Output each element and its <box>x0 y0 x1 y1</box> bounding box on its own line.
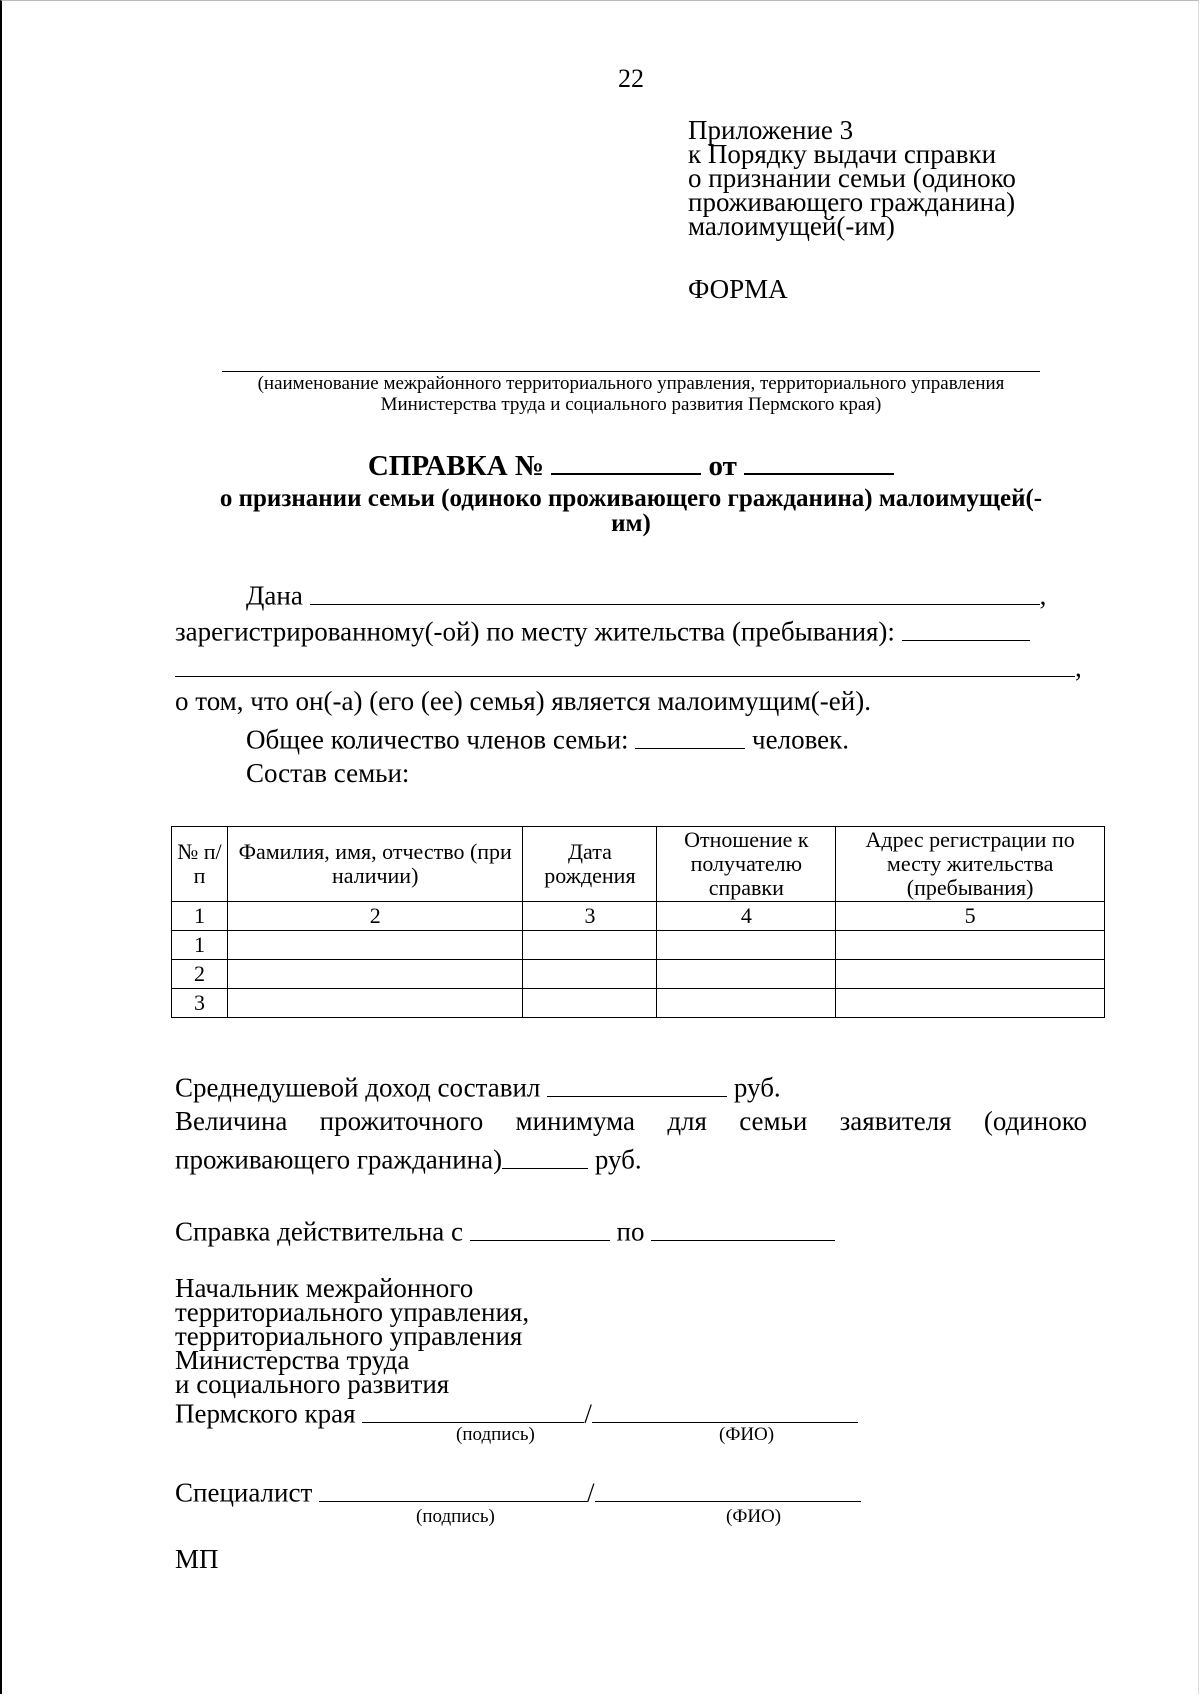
column-number: 5 <box>836 902 1105 931</box>
subsistence-word: семьи <box>739 1106 808 1136</box>
appendix-line: Приложение 3 <box>688 115 854 145</box>
table-cell <box>523 960 657 989</box>
column-header: Адрес регистрации по месту жительства (пребывания) <box>836 827 1105 902</box>
table-cell <box>523 931 657 960</box>
valid-to-blank <box>651 1214 835 1241</box>
column-header: Дата рождения <box>523 827 657 902</box>
subsistence-blank <box>502 1142 588 1169</box>
column-header: Фамилия, имя, отчество (при наличии) <box>227 827 523 902</box>
table-cell <box>227 989 523 1018</box>
comma: , <box>1075 652 1082 683</box>
subsistence-line <box>175 1106 1087 1137</box>
specialist-label: Специалист <box>175 1477 313 1508</box>
stamp-place-label: МП <box>175 1544 219 1574</box>
issued-to-label: Дана <box>246 580 303 611</box>
column-number: 2 <box>227 902 523 931</box>
table-cell <box>657 960 836 989</box>
document-subtitle: о признании семьи (одиноко проживающего гражданина) малоимущей(-им) <box>219 485 1043 537</box>
address-blank <box>902 614 1030 641</box>
subsistence-continuation: проживающего гражданина) <box>175 1144 503 1175</box>
organization-name-line <box>222 371 1040 372</box>
table-cell <box>836 989 1105 1018</box>
column-number: 4 <box>657 902 836 931</box>
column-number-row <box>172 902 1105 931</box>
column-header: № п/п <box>172 827 228 902</box>
title-from: от <box>708 450 737 482</box>
average-income-blank <box>547 1070 727 1097</box>
appendix-line: к Порядку выдачи справки <box>688 139 997 169</box>
page-number: 22 <box>618 64 644 93</box>
currency-label: руб. <box>733 1072 781 1103</box>
head-title-line: Министерства труда <box>175 1345 410 1375</box>
appendix-line: о признании семьи (одиноко <box>688 163 1016 193</box>
head-title-line: Начальник межрайонного <box>175 1273 474 1303</box>
head-signature-blank <box>362 1396 584 1423</box>
head-title-line: территориального управления <box>175 1321 523 1351</box>
specialist-name-blank <box>595 1475 861 1502</box>
registered-label: зарегистрированному(-ой) по месту жительства (пребывания): <box>175 616 895 647</box>
members-count-line <box>246 722 849 756</box>
column-number: 1 <box>172 902 228 931</box>
title-prefix: СПРАВКА № <box>367 450 545 482</box>
comma: , <box>1039 580 1047 611</box>
slash: / <box>584 1398 592 1429</box>
registered-line <box>175 614 1030 648</box>
table-cell <box>836 960 1105 989</box>
family-composition-table <box>171 826 1105 1018</box>
head-name-caption: (ФИО) <box>719 1424 775 1445</box>
column-number: 3 <box>523 902 657 931</box>
average-income-label: Среднедушевой доход составил <box>175 1072 541 1103</box>
organization-caption: (наименование межрайонного территориального управления, территориального управления Министерства труда и социального развития Пермского края) <box>257 373 1005 415</box>
appendix-line: малоимущей(-им) <box>688 211 895 241</box>
table-cell <box>657 989 836 1018</box>
document-title <box>0 444 1200 483</box>
address-continuation-line <box>175 650 1082 684</box>
validity-label: Справка действительна с <box>175 1216 464 1247</box>
appendix-block <box>688 115 1016 241</box>
specialist-line <box>175 1475 861 1509</box>
issued-to-line <box>246 578 1046 612</box>
valid-from-blank <box>470 1214 610 1241</box>
composition-label: Состав семьи: <box>246 758 410 788</box>
subsistence-word: Величина <box>175 1106 288 1136</box>
table-cell <box>227 931 523 960</box>
head-name-blank <box>592 1396 858 1423</box>
specialist-signature-blank <box>319 1475 587 1502</box>
members-count-label: Общее количество членов семьи: <box>246 724 629 755</box>
head-title-line: территориального управления, <box>175 1297 530 1327</box>
table-cell <box>836 931 1105 960</box>
address-blank-continued <box>175 650 1075 677</box>
table-cell: 1 <box>172 931 228 960</box>
members-count-blank <box>635 722 745 749</box>
table-row <box>172 931 1105 960</box>
table-cell <box>523 989 657 1018</box>
table-cell <box>227 960 523 989</box>
head-title-line-last <box>175 1396 858 1429</box>
form-label: ФОРМА <box>688 274 788 304</box>
members-count-suffix: человек. <box>752 724 850 755</box>
head-title-line: Пермского края <box>175 1398 356 1429</box>
subsistence-word: заявителя <box>839 1106 952 1136</box>
subsistence-word: (одиноко <box>983 1106 1087 1136</box>
specialist-name-caption: (ФИО) <box>726 1506 782 1527</box>
head-signature-block <box>175 1273 858 1429</box>
low-income-statement: о том, что он(-а) (его (ее) семья) является малоимущим(-ей). <box>175 686 871 716</box>
subsistence-word: минимума <box>515 1106 636 1136</box>
table-cell: 3 <box>172 989 228 1018</box>
certificate-number-blank <box>551 444 701 475</box>
recipient-name-blank <box>310 578 1040 605</box>
table-header-row <box>172 827 1105 902</box>
subsistence-word: прожиточного <box>319 1106 484 1136</box>
table-cell <box>657 931 836 960</box>
currency-label: руб. <box>594 1144 642 1175</box>
specialist-signature-caption: (подпись) <box>416 1506 495 1527</box>
subsistence-line-2 <box>175 1142 642 1176</box>
table-row <box>172 989 1105 1018</box>
table-row <box>172 960 1105 989</box>
column-header: Отношение к получателю справки <box>657 827 836 902</box>
validity-to-label: по <box>616 1216 645 1247</box>
slash: / <box>587 1477 595 1508</box>
head-signature-caption: (подпись) <box>456 1424 535 1445</box>
certificate-date-blank <box>744 444 894 475</box>
average-income-line <box>175 1070 781 1104</box>
validity-line <box>175 1214 835 1248</box>
table-cell: 2 <box>172 960 228 989</box>
appendix-line: проживающего гражданина) <box>688 187 1016 217</box>
head-title-line: и социального развития <box>175 1369 450 1399</box>
subsistence-word: для <box>667 1106 707 1136</box>
